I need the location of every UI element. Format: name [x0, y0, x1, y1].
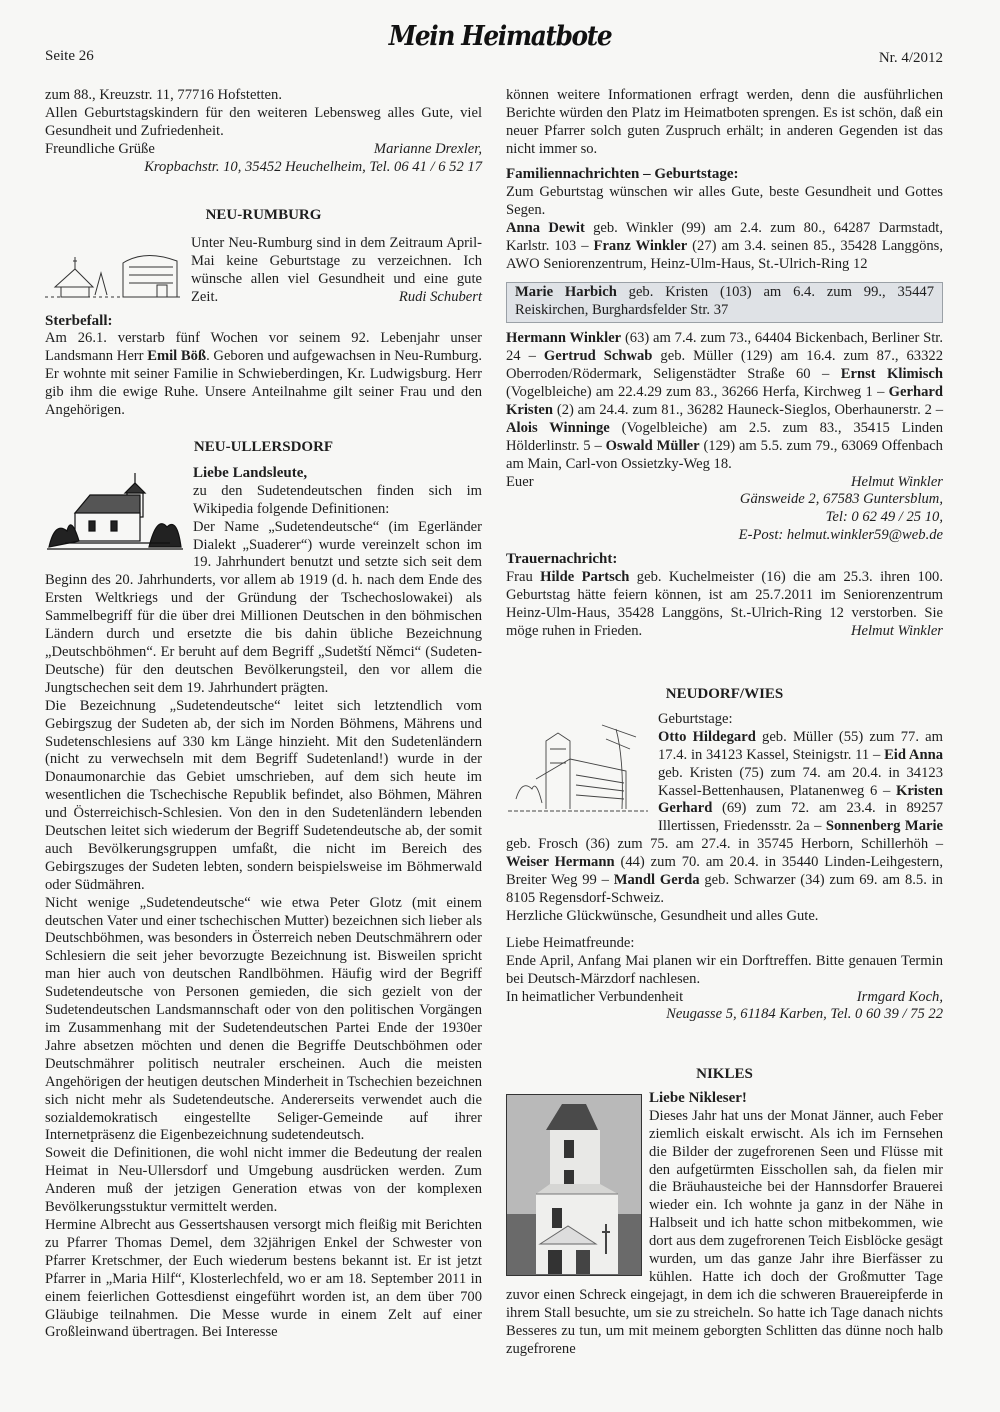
text-segment: geb. Müller (55) zum 77. am 17.4. in 34123 Kassel, Steinigstr. 11 – — [658, 728, 944, 763]
page-number: Seite 26 — [45, 48, 94, 64]
text-segment: geb. Schwarzer (34) zum 69. am 8.5. in 8105 Regensdorf-Schweiz. — [506, 872, 943, 906]
nikles-text: Dieses Jahr hat uns der Monat Jänner, auch Feber ziemlich eiskalt erwischt. Als ich im Fernsehen die Bilder der zugefrorenen Seen und Flüsse mit den aufgetürmten Eisschollen sah, da fielen mir die Bräuhausteiche bei der Hannsdorfer Brauerei wieder ein. Ich wohnte ja ganz in der Nähe in Halbseit und ich hatte schon mitbekommen, wie dort aus dem zugefrorenen Teich Eisblöcke gesägt wurden, um das ganze Jahr ihre Bierfässer zu kühlen. Hatte ich doch der Großmutter Tage zuvor einen Schreck eingejagt, in dem ich die schweren Brauereipferde in ihrem Stall besuchte, um sie zu streicheln. So hatte ich Tage danach nichts Besseres zu tun, um mit meinem geborgten Schlitten das dünne noch halb zugefrorene — [506, 1107, 943, 1357]
family-heading: Familiennachrichten – Geburtstage: — [506, 166, 739, 182]
person-name: Otto Hildegard — [658, 728, 756, 745]
mourning-text — [506, 569, 943, 641]
continuation-text: können weitere Informationen erfragt werden, denn die ausführlichen Berichte würden den Platz im Heimatboten sprengen. Es ist schön, daß ein neuer Pfarrer solch guten Zuspruch erhält; in anderen Gegenden ist das nicht immer so. — [506, 87, 943, 157]
author: Marianne Drexler, — [373, 140, 482, 157]
person-name: Hermann Winkler — [506, 330, 622, 347]
person-name: Mandl Gerda — [613, 872, 700, 889]
neudorf-section — [506, 686, 943, 1024]
person-name: Sonnenberg Marie — [825, 818, 943, 835]
village-sketch-image — [45, 237, 183, 303]
death-text — [45, 330, 482, 420]
person-name: Gertrud Schwab — [543, 348, 653, 365]
neu-rumburg-text: Unter Neu-Rumburg sind in dem Zeitraum April-Mai keine Geburtstage zu verzeichnen. Ich wünsche allen viel Gesundheit und eine gute Zeit. — [191, 234, 482, 305]
highlight-entry — [515, 284, 934, 320]
text-segment: geb. Müller (129) am 16.4. zum 87., 63322 Oberroden/Rödermark, Seligenstädter Straße 60 – — [506, 348, 943, 383]
church-sketch-image — [506, 719, 650, 819]
person-name: Alois Winninge — [506, 419, 610, 436]
author: Helmut Winkler — [850, 622, 943, 639]
neu-rumburg-section — [45, 207, 482, 420]
person-name: Franz Winkler — [593, 237, 688, 254]
section-heading: NIKLES — [696, 1066, 753, 1082]
person-name: Anna Dewit — [506, 219, 585, 236]
family-intro: Zum Geburtstag wünschen wir alles Gute, beste Gesundheit und Gottes Segen. — [506, 183, 943, 218]
text-segment: (Vogelbleiche) am 22.4.29 zum 83., 36266 Herfa, Kirchweg 1 – — [506, 383, 889, 400]
person-name: Weiser Hermann — [506, 854, 615, 871]
text-segment: (Vogelbleiche) am 2.5. zum 83., 35415 Linden Hölderlinstr. 5 – — [506, 419, 944, 454]
greeting: Liebe Landsleute, — [193, 464, 308, 481]
paragraph: Hermine Albrecht aus Gessertshausen versorgt mich fleißig mit Berichten zu Pfarrer Thomas Demel, dem 32jährigen Enkel der Schwester von Pfarrer Kretschmer, der Euch wiederum bestens bekannt ist. Er ist jetzt Pfarrer in „Maria Hilf“, Klosterlechfeld, wo er am 18. September 2011 in einem feierlichen Gottesdienst eingeführt worden ist, an dem über 700 Gläubige teilnahmen. Die Messe wurde in einem Zelt auf einer Großleinwand übertragen. Bei Interesse — [45, 1216, 482, 1341]
birthdays-label: Geburtstage: — [658, 710, 733, 727]
phone-line: Tel: 0 62 49 / 25 10, — [825, 509, 943, 526]
birthday-entries — [506, 330, 943, 473]
paragraph: Der Name „Sudetendeutsche“ (im Egerländer Dialekt „Suaderer“) wurde vereinzelt schon im 19. Jahrhundert benutzt und setzte sich seit dem Beginn des 20. Jahrhunderts, vor allem ab 1919 (d. h. nach dem Ende des Ersten Weltkriegs und der Gründung der Tschechoslowakei) als Sammelbegriff für die über drei Millionen Deutschen in den böhmischen Ländern durch und ersetzte die bis dahin übliche Bezeichnung „Deutschböhmen“. Er beruht auf dem Begriff „Sudetští Němci“ (Sudeten-Deutsche) für den deutschen Bevölkerungsteil, den vor allem die Jungtschechen seit dem 19. Jahrhundert prägten. — [45, 518, 482, 696]
person-name: Gerhard Kristen — [506, 383, 943, 418]
wishes: Herzliche Glückwünsche, Gesundheit und alles Gute. — [506, 907, 819, 924]
section-heading: NEU-ULLERSDORF — [193, 439, 334, 455]
author: Irmgard Koch, — [856, 988, 943, 1005]
family-news-section — [506, 166, 943, 641]
meeting-text: Ende April, Anfang Mai planen wir ein Dorftreffen. Bitte genauen Termin bei Deutsch-Märzdorf nachlesen. — [506, 952, 943, 987]
person-name: Oswald Müller — [605, 437, 700, 454]
text-segment: geb. Winkler (99) am 2.4. zum 80., 64287 Darmstadt, Karlstr. 103 – — [506, 219, 944, 254]
text-segment: Frau — [506, 569, 541, 586]
section-heading: NEU-RUMBURG — [205, 207, 322, 223]
mourning-heading: Trauernachricht: — [506, 551, 618, 568]
birthday-entries — [506, 220, 943, 274]
section-heading: NEUDORF/WIES — [665, 686, 784, 702]
author: Rudi Schubert — [398, 288, 482, 305]
text-segment: (69) zum 72. am 23.4. in 89257 Illertissen, Friedensstr. 2a – — [658, 800, 943, 835]
issue-number: Nr. 4/2012 — [878, 50, 943, 66]
text-segment: Am 26.1. verstarb fünf Wochen vor seinem 92. Lebenjahr unser Landsmann Herr — [45, 330, 482, 365]
person-name: Marie Harbich — [515, 284, 617, 301]
person-name: Kristen Gerhard — [658, 782, 943, 817]
greeting: Liebe Nikleser! — [649, 1089, 747, 1106]
person-name: Emil Böß — [147, 348, 207, 365]
text-segment: geb. Kristen (75) zum 74. am 20.4. in 34123 Kassel-Bettenhausen, Platanenweg 6 – — [658, 764, 943, 799]
paragraph: Nicht wenige „Sudetendeutsche“ wie etwa Peter Glotz (mit einem deutschen Vater und einer tschechischen Mutter) bezeichnen sich lieber als Deutschböhmen, was besonders in Österreich neben Deutschmährern oder Schlesiern die seit jeher bevorzugte Bezeichnung ist. Bisweilen spricht man hier auch von deutschen Randlböhmen. Häufig wird der Begriff Sudetendeutsche von Personen gemieden, die sich gezielt von der Sudetendeutschen Landsmannschaft oder von den politischen Vorgängen im Zusammenhang mit der Sudetendeutschen Partei Ende der 1930er Jahre absetzen möchten und denen die Begriffe Deutschböhmen oder Deutschmährer politisch neutraler erscheinen. Auch die meisten Angehörigen der heutigen deutschen Minderheit in Tschechien bezeichnen sich nicht mehr als Sudetendeutsche. Andererseits verwendet auch die sozialdemokratisch eingestellte Seliger-Gemeinde auf ihrer Internetpräsenz die Eigenbezeichnung sudetendeutsch. — [45, 894, 482, 1144]
death-heading: Sterbefall: — [45, 312, 113, 329]
text-segment: (27) am 3.4. seinen 85., 35428 Langgöns, AWO Seniorenzentrum, Heinz-Ulm-Haus, St.-Ulrich-Ring 12 — [506, 237, 943, 272]
greeting: Liebe Heimatfreunde: — [506, 934, 635, 951]
text-segment: (129) am 5.5. zum 79., 63069 Offenbach am Main, Carl-von Ossietzky-Weg 18. — [506, 437, 943, 472]
intro-line: Allen Geburtstagskindern für den weiteren Lebensweg alles Gute, viel Gesundheit und Zufriedenheit. — [45, 104, 482, 139]
greeting: Freundliche Grüße — [45, 140, 155, 157]
intro-section — [45, 87, 482, 177]
text-segment: geb. Kristen (103) am 6.4. zum 99., 35447 Reiskirchen, Burghardsfelder Str. 37 — [515, 284, 934, 319]
person-name: Eid Anna — [884, 746, 943, 763]
closing: In heimatlicher Verbundenheit — [506, 988, 684, 1005]
church-photo — [506, 1094, 642, 1276]
paragraph: Die Bezeichnung „Sudetendeutsche“ leitet sich letztendlich vom Gebirgszug der Sudeten ab, der sich im Norden Böhmens, Mährens und Sudetenschlesiens auf 330 km Länge hinzieht. Mit den Sudetenländern (nicht zu verwechseln mit dem Begriff Sudetenland!) wurde in der Donaumonarchie das Gebiet umschrieben, auf dem sich heute im wesentlichen die Tschechische Republik befindet, also Böhmen, Mähren und Österreichisch-Schlesien. Von den in den Sudetenländern lebenden Deutschen leitet sich wiederum der Begriff Sudetendeutsche ab, der somit auch Bevölkerungsgruppen umfaßt, die nicht im Bereich des Gebirgszuges der Sudeten lebten, sondern beispielsweise im Böhmerwald oder Südmähren. — [45, 697, 482, 893]
paragraph: zu den Sudetendeutschen finden sich im Wikipedia folgende Definitionen: — [193, 482, 482, 517]
text-segment: geb. Frosch (36) zum 75. am 27.4. in 35745 Herborn, Schillerhöh – — [506, 836, 943, 853]
address-line: Gänsweide 2, 67583 Guntersblum, — [739, 491, 943, 508]
continuation-section — [506, 87, 943, 159]
masthead-logo: Mein Heimatbote — [388, 21, 612, 52]
paragraph: Soweit die Definitionen, die wohl nicht immer die Bedeutung der realen Heimat in Neu-Ullersdorf und Umgebung ausdrücken werden. Zum Anderen muß der jetzigen Generation etwas von der komplexen Bevölkerungsstuktur vermittelt werden. — [45, 1145, 482, 1216]
text-segment: (44) zum 70. am 20.4. in 35440 Linden-Leihgestern, Breiter Weg 99 – — [506, 854, 943, 889]
text-segment: geb. Kuchelmeister (16) die am 25.3. ihren 100. Geburtstag hätte feiern können, ist am 25.7.2011 im Seniorenzentrum Heinz-Ulm-Haus, 35428 Langgöns, St.-Ulrich-Ring 12 verstorben. Sie möge ruhen in Frieden. — [506, 569, 943, 639]
person-name: Hilde Partsch — [540, 569, 630, 586]
closing: Euer — [506, 473, 534, 490]
author: Helmut Winkler — [850, 473, 943, 490]
neu-ullersdorf-section — [45, 439, 482, 1342]
text-segment: (2) am 24.4. zum 81., 36282 Hauneck-Sieglos, Oberhaunerstr. 2 – — [553, 401, 943, 418]
person-name: Ernst Klimisch — [840, 366, 943, 383]
text-segment: (63) am 7.4. zum 73., 64404 Bickenbach, Berliner Str. 24 – — [506, 330, 943, 365]
email-line: E-Post: helmut.winkler59@web.de — [738, 527, 943, 544]
author-address: Kropbachstr. 10, 35452 Heuchelheim, Tel. 06 41 / 6 52 17 — [144, 158, 482, 175]
text-segment: . Geboren und aufgewachsen in Neu-Rumburg. Er wohnte mit seiner Familie in Schwieberdingen, Kr. Ludwigsburg. Herr gib ihm die ewige Ruhe. Unsere Anteilnahme gilt seiner Frau und den Angehörigen. — [45, 348, 482, 419]
highlight-box — [506, 282, 943, 323]
intro-line: zum 88., Kreuzstr. 11, 77716 Hofstetten. — [45, 87, 282, 103]
nikles-section — [506, 1066, 943, 1359]
church-sketch-image — [45, 471, 185, 557]
author-address: Neugasse 5, 61184 Karben, Tel. 0 60 39 / 75 22 — [666, 1006, 943, 1023]
